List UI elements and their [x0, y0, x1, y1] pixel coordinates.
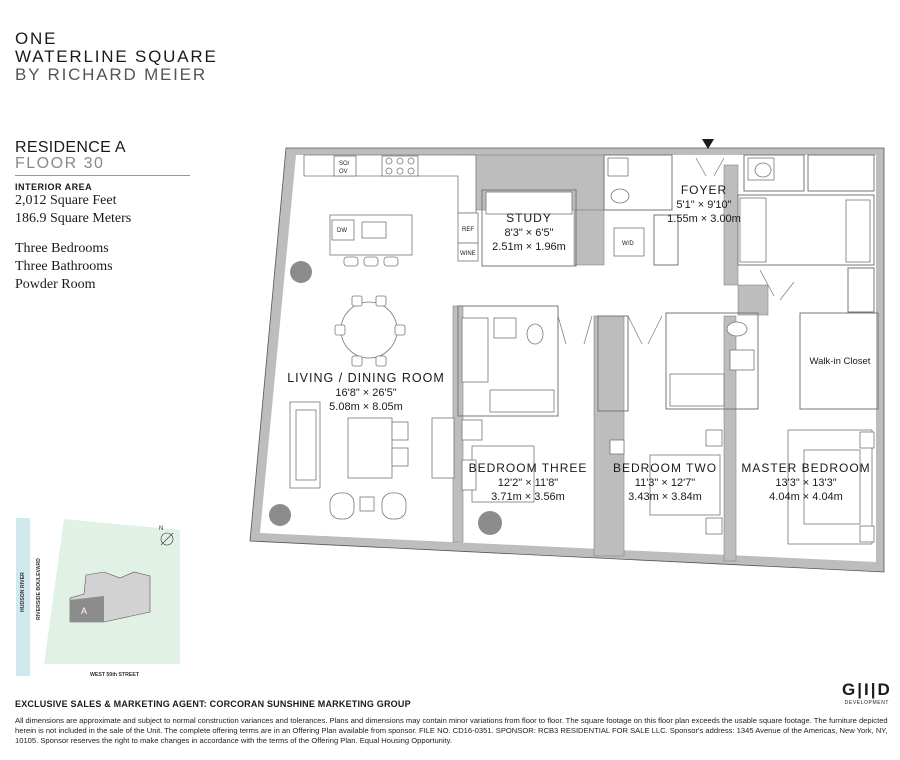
foyer-imperial: 5'1" × 9'10" — [676, 199, 732, 211]
study-imperial: 8'3" × 6'5" — [504, 227, 554, 239]
living-name: LIVING / DINING ROOM — [287, 371, 445, 385]
foyer-name: FOYER — [680, 183, 728, 197]
floor-number: FLOOR 30 — [15, 155, 190, 176]
bedroom-two-metric: 3.43m × 3.84m — [628, 491, 702, 503]
feature-item: Powder Room — [15, 277, 96, 292]
west-59th-street-label: WEST 59th STREET — [90, 672, 139, 678]
bedroom-three-name: BEDROOM THREE — [468, 461, 588, 475]
bedroom-three-metric: 3.71m × 3.56m — [491, 491, 565, 503]
feature-item: Three Bathrooms — [15, 259, 113, 274]
dw-label: DW — [337, 228, 347, 234]
wine-label: WINE — [460, 251, 476, 257]
bedroom-three-imperial: 12'2" × 11'8" — [497, 477, 559, 489]
square-feet: 2,012 Square Feet — [15, 193, 117, 208]
unit-a-label: A — [81, 606, 88, 616]
feature-item: Three Bedrooms — [15, 241, 109, 256]
master-bedroom-name: MASTER BEDROOM — [741, 461, 871, 475]
walk-in-closet-label: Walk-in Closet — [809, 356, 871, 367]
brand-line-3: BY RICHARD MEIER — [15, 65, 207, 84]
developer-mark: G|I|D — [842, 680, 892, 699]
legal-disclaimer: All dimensions are approximate and subject to normal construction variances and tolerances. Plans and dimensions may contain minor variations from floor to floor. The square footage on this floor plan exceeds the usable square footage. The furniture depicted herein is not included in the sale of the Unit. The complete offering terms are in an Offering Plan available from sponsor. FILE NO. CD16-0351. SPONSOR: RCB3 RESIDENTIAL FOR SALE LLC. Sponsor's address: 1345 Avenue of the Americas, New York, NY, 10105. Sponsor reserves the right to make changes in accordance with the terms of the Offering Plan. Equal Housing Opportunity. — [15, 716, 888, 745]
developer-logo — [842, 680, 892, 706]
study-metric: 2.51m × 1.96m — [492, 241, 566, 253]
hudson-river-label: HUDSON RIVER — [20, 572, 26, 612]
key-plan — [16, 518, 180, 678]
wd-label: W/D — [622, 241, 634, 247]
study-name: STUDY — [506, 211, 552, 225]
bedroom-two-name: BEDROOM TWO — [612, 461, 718, 475]
interior-area-label: INTERIOR AREA — [15, 182, 93, 192]
living-imperial: 16'8" × 26'5" — [335, 387, 397, 399]
square-meters: 186.9 Square Meters — [15, 211, 132, 226]
bedroom-two-imperial: 11'3" × 12'7" — [634, 477, 696, 489]
ref-label: REF — [462, 227, 474, 233]
master-bedroom-imperial: 13'3" × 13'3" — [775, 477, 837, 489]
brand-line-2: WATERLINE SQUARE — [15, 47, 218, 66]
north-label: N — [159, 526, 164, 532]
foyer-metric: 1.55m × 3.00m — [667, 213, 741, 225]
master-bedroom-metric: 4.04m × 4.04m — [769, 491, 843, 503]
so-ov-label-2: OV — [339, 169, 348, 175]
residence-name: RESIDENCE A — [15, 139, 126, 156]
so-ov-label-1: SO/ — [339, 161, 350, 167]
developer-sub: DEVELOPMENT — [844, 700, 890, 706]
living-metric: 5.08m × 8.05m — [329, 401, 403, 413]
entry-arrow-icon — [702, 139, 714, 149]
riverside-boulevard-label: RIVERSIDE BOULEVARD — [36, 558, 42, 620]
sales-agent: EXCLUSIVE SALES & MARKETING AGENT: CORCORAN SUNSHINE MARKETING GROUP — [15, 699, 411, 709]
brand-line-1: ONE — [15, 29, 58, 48]
